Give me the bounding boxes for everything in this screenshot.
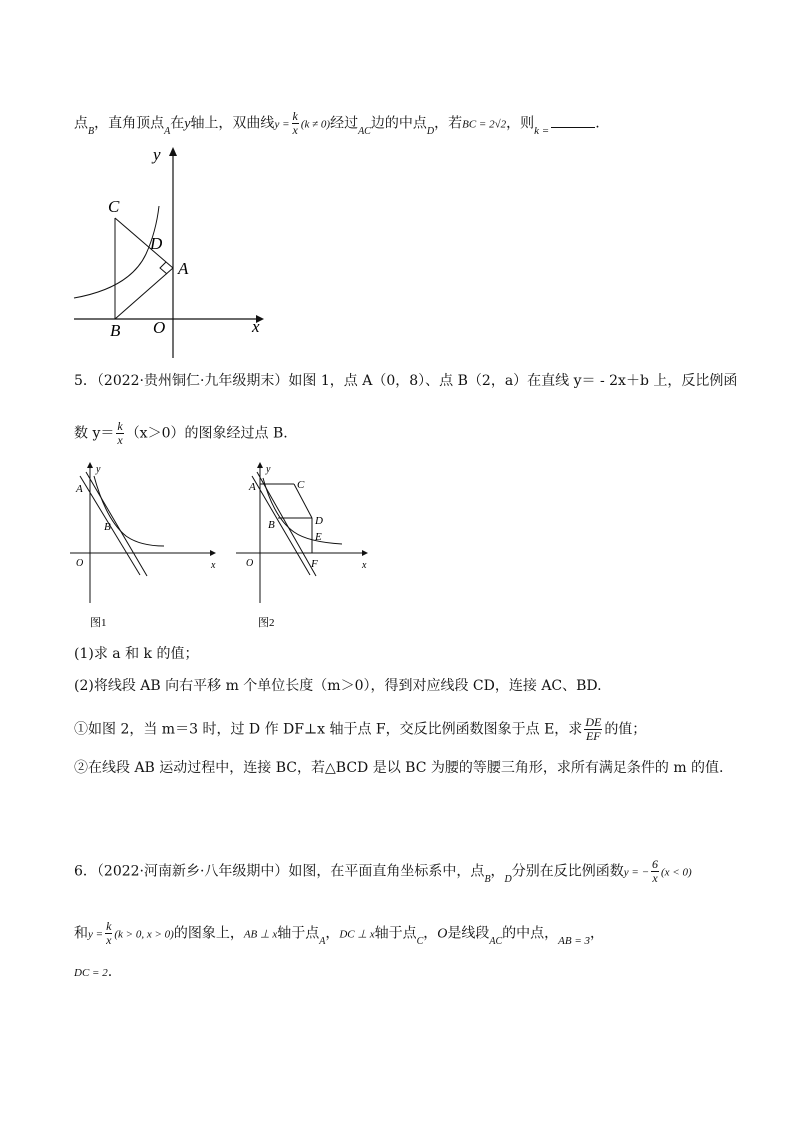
q6-text: ， bbox=[490, 863, 505, 880]
q5-line-2 bbox=[74, 420, 288, 447]
q4-y-arrow bbox=[169, 147, 177, 156]
q6-frac-num: 6 bbox=[652, 857, 659, 871]
q5-frac-den: x bbox=[117, 433, 123, 447]
q5f2-caption: 图2 bbox=[258, 617, 275, 629]
q4-fraction bbox=[292, 110, 299, 137]
q4-text: ，则 bbox=[506, 115, 535, 132]
q5-text: ①如图 2，当 m＝3 时，过 D 作 DF⊥x 轴于点 F，交反比例函数图象于点 E，求 bbox=[74, 721, 583, 738]
q6-var-c: C bbox=[416, 935, 424, 947]
q4-text: 点 bbox=[74, 115, 88, 132]
q4-var-d: D bbox=[426, 125, 435, 137]
q4-frac-num: k bbox=[292, 109, 298, 123]
q5-part-2 bbox=[74, 676, 602, 696]
q6-text: 分别在反比例函数 bbox=[511, 863, 624, 880]
q4-label-d: D bbox=[150, 234, 163, 253]
q6-text: 和 bbox=[74, 925, 88, 942]
q4-var-b: B bbox=[88, 125, 95, 137]
q6-text: ， bbox=[590, 925, 605, 942]
q4-segment-ca bbox=[115, 218, 173, 268]
q6-text: 轴于点 bbox=[277, 925, 320, 942]
q6-text: ， bbox=[423, 925, 438, 942]
q5-de-ef-fraction bbox=[584, 716, 602, 743]
q5f1-hyperbola bbox=[94, 476, 164, 546]
q4-label-b: B bbox=[110, 321, 121, 340]
q6-var-a: A bbox=[319, 935, 326, 947]
q6-formula-2-condition: (k > 0, x > 0) bbox=[114, 928, 174, 941]
q4-var-a: A bbox=[164, 125, 171, 137]
q4-text: 边的中点 bbox=[370, 115, 427, 132]
q5f2-y-arrow bbox=[257, 462, 263, 468]
q4-formula-lhs: y = bbox=[274, 118, 290, 131]
q5f2-label-f: F bbox=[311, 558, 318, 570]
q4-label-o: O bbox=[153, 318, 166, 337]
q4-text: 在 bbox=[170, 115, 185, 132]
q6-frac-num: k bbox=[106, 919, 112, 933]
q4-right-angle-mark bbox=[160, 262, 167, 274]
q4-var-ac: AC bbox=[358, 125, 371, 137]
q6-text: . bbox=[107, 964, 113, 980]
q5-text: ②在线段 AB 运动过程中，连接 BC，若△BCD 是以 BC 为腰的等腰三角形，求所有满足条件的 m 的值. bbox=[74, 760, 724, 776]
q5f2-x-arrow bbox=[362, 550, 368, 556]
q5-text: （x＞0）的图象经过点 B. bbox=[125, 425, 288, 442]
q6-header bbox=[74, 858, 692, 885]
q5f2-label-a: A bbox=[249, 481, 256, 493]
q6-text: 的中点， bbox=[502, 925, 559, 942]
q5-frac-den: EF bbox=[585, 729, 601, 743]
q6-text: 是线段 bbox=[447, 925, 490, 942]
q4-label-a: A bbox=[178, 259, 189, 278]
q4-text-line bbox=[74, 110, 600, 137]
q6-line-2 bbox=[74, 920, 604, 947]
q5-figure-1 bbox=[64, 458, 224, 633]
q5f1-label-b: B bbox=[104, 521, 111, 533]
q5f2-label-d: D bbox=[315, 515, 323, 527]
q5-text: 5．（2022·贵州铜仁·九年级期末）如图 1，点 A（0，8）、点 B（2，a）在直线 y＝ - 2x＋b 上，反比例函 bbox=[74, 373, 738, 389]
q6-fraction-1 bbox=[651, 858, 659, 885]
q5-fraction bbox=[116, 420, 123, 447]
q6-dc-perp: DC ⊥ x bbox=[339, 928, 375, 941]
q6-frac-den: x bbox=[106, 933, 112, 947]
q4-text: ，直角顶点 bbox=[94, 115, 165, 132]
q6-fraction-2 bbox=[105, 920, 112, 947]
q6-dc-equation: DC = 2 bbox=[74, 967, 108, 979]
q6-var-d: D bbox=[504, 873, 512, 885]
q4-text: 经过 bbox=[330, 115, 359, 132]
q5f2-label-c: C bbox=[297, 479, 305, 491]
q5-part-1 bbox=[74, 644, 198, 664]
q6-var-ac: AC bbox=[489, 935, 503, 947]
q5f1-label-o: O bbox=[76, 558, 84, 569]
q4-segment-ba bbox=[115, 268, 173, 319]
q6-text: 6．（2022·河南新乡·八年级期中）如图，在平面直角坐标系中，点 bbox=[74, 863, 485, 880]
q6-var-b: B bbox=[484, 873, 491, 885]
q4-text: . bbox=[595, 115, 600, 132]
q5-text: (1)求 a 和 k 的值； bbox=[74, 646, 199, 662]
q4-condition: (k ≠ 0) bbox=[300, 118, 331, 131]
q5-frac-num: k bbox=[117, 419, 123, 433]
q5f1-label-x: x bbox=[211, 560, 216, 571]
q5-figure-2 bbox=[232, 458, 382, 633]
q5-text: (2)将线段 AB 向右平移 m 个单位长度（m＞0），得到对应线段 CD，连接 AC、BD. bbox=[74, 678, 602, 694]
q4-k-equation: k = bbox=[534, 124, 550, 137]
q6-formula-2-lhs: y = bbox=[88, 928, 104, 941]
q6-text: ， bbox=[325, 925, 340, 942]
q5f1-x-arrow bbox=[210, 550, 216, 556]
q6-ab-perp: AB ⊥ x bbox=[243, 928, 278, 941]
q5f2-label-e: E bbox=[315, 531, 322, 543]
q6-var-o: O bbox=[437, 926, 448, 942]
q6-ab-equation: AB = 3 bbox=[558, 934, 591, 947]
q4-frac-den: x bbox=[292, 123, 298, 137]
q5-part-3 bbox=[74, 716, 646, 743]
q6-text: 轴于点 bbox=[374, 925, 417, 942]
q5-header bbox=[74, 371, 737, 391]
q4-text: 轴上，双曲线 bbox=[190, 115, 275, 132]
q4-label-x: x bbox=[252, 317, 260, 336]
q6-frac-den: x bbox=[652, 871, 658, 885]
q6-formula-1-lhs: y = − bbox=[623, 866, 650, 879]
q5f1-line-2 bbox=[86, 472, 147, 576]
q6-line-3 bbox=[74, 962, 112, 983]
q4-var-y: y bbox=[184, 116, 191, 132]
q5f2-label-y: y bbox=[266, 464, 271, 475]
q5f1-caption: 图1 bbox=[90, 617, 107, 629]
q6-formula-1-condition: (x < 0) bbox=[661, 866, 692, 879]
q5-frac-num: DE bbox=[585, 715, 602, 729]
q5f1-label-a: A bbox=[76, 483, 83, 495]
q6-text: 的图象上， bbox=[173, 925, 244, 942]
q5-text: 的值； bbox=[604, 721, 647, 738]
q4-text: ，若 bbox=[434, 115, 463, 132]
q4-figure bbox=[60, 140, 280, 365]
q5f2-label-b: B bbox=[268, 519, 275, 531]
q5f2-label-x: x bbox=[362, 560, 367, 571]
q5f1-y-arrow bbox=[87, 462, 93, 468]
q4-bc-equation: BC = 2√2 bbox=[462, 118, 507, 131]
q5f1-label-y: y bbox=[96, 464, 101, 475]
q5-part-4 bbox=[74, 758, 724, 778]
q4-label-c: C bbox=[108, 197, 120, 216]
q4-answer-blank bbox=[551, 127, 595, 128]
q4-label-y: y bbox=[153, 145, 161, 164]
q5f2-label-o: O bbox=[246, 558, 254, 569]
q5-text: 数 y＝ bbox=[74, 425, 115, 442]
